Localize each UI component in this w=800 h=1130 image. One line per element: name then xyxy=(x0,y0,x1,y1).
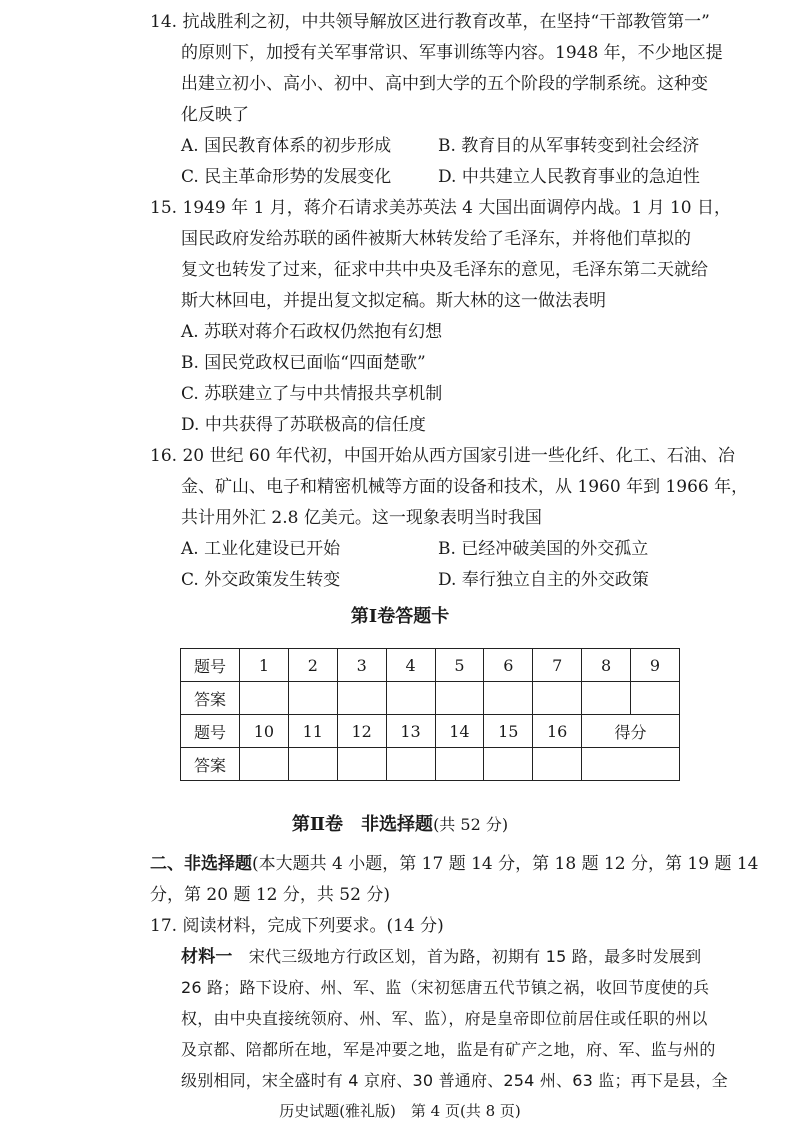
table-row xyxy=(181,682,680,715)
q15-line-4: 斯大林回电，并提出复文拟定稿。斯大林的这一做法表明 xyxy=(181,291,606,311)
q14-line-3: 出建立初小、高小、初中、高中到大学的五个阶段的学制系统。这种变 xyxy=(181,74,708,94)
page-footer: 历史试题(雅礼版) 第 4 页(共 8 页) xyxy=(279,1102,521,1120)
question-number: 11 xyxy=(288,715,337,748)
q16-line-2: 金、矿山、电子和精密机械等方面的设备和技术，从 1960 年到 1966 年， xyxy=(181,477,749,497)
q14-line-1: 14. 抗战胜利之初，中共领导解放区进行教育改革，在坚持“干部教管第一” xyxy=(150,12,710,32)
section2-intro-line-2: 分，第 20 题 12 分，共 52 分) xyxy=(150,885,390,905)
q16-option-a: A. 工业化建设已开始 xyxy=(181,539,341,559)
question-number: 6 xyxy=(484,649,533,682)
question-number: 5 xyxy=(435,649,484,682)
q14-line-4: 化反映了 xyxy=(181,105,249,125)
q16-option-d: D. 奉行独立自主的外交政策 xyxy=(438,570,649,590)
table-row xyxy=(181,649,680,682)
q14-line-2: 的原则下，加授有关军事常识、军事训练等内容。1948 年，不少地区提 xyxy=(181,43,723,63)
q15-option-d: D. 中共获得了苏联极高的信任度 xyxy=(181,415,426,435)
answer-cell[interactable] xyxy=(240,748,289,781)
question-number: 10 xyxy=(240,715,289,748)
question-number: 16 xyxy=(533,715,582,748)
section2-title-text: 第Ⅱ卷 非选择题 xyxy=(291,814,434,835)
q17-material-line-3: 权，由中央直接统领府、州、军、监），府是皇帝即位前居住或任职的州以 xyxy=(181,1009,708,1028)
answer-cell[interactable] xyxy=(386,748,435,781)
row-header: 答案 xyxy=(181,748,240,781)
score-cell[interactable] xyxy=(582,748,680,781)
q17-material-line-4: 及京都、陪都所在地，军是冲要之地，监是有矿产之地，府、军、监与州的 xyxy=(181,1040,716,1059)
table-row xyxy=(181,748,680,781)
question-number: 15 xyxy=(484,715,533,748)
q16-option-b: B. 已经冲破美国的外交孤立 xyxy=(438,539,649,559)
q16-option-c: C. 外交政策发生转变 xyxy=(181,570,341,590)
question-number: 9 xyxy=(631,649,680,682)
question-number: 12 xyxy=(337,715,386,748)
row-header: 题号 xyxy=(181,715,240,748)
question-number: 4 xyxy=(386,649,435,682)
question-number: 7 xyxy=(533,649,582,682)
answer-cell[interactable] xyxy=(582,682,631,715)
q15-option-a: A. 苏联对蒋介石政权仍然抱有幻想 xyxy=(181,322,443,342)
q15-line-3: 复文也转发了过来，征求中共中央及毛泽东的意见，毛泽东第二天就给 xyxy=(181,260,708,280)
q16-line-1: 16. 20 世纪 60 年代初，中国开始从西方国家引进一些化纤、化工、石油、冶 xyxy=(150,446,735,466)
question-number: 1 xyxy=(240,649,289,682)
question-number: 8 xyxy=(582,649,631,682)
question-number: 14 xyxy=(435,715,484,748)
answer-cell[interactable] xyxy=(533,748,582,781)
q15-option-c: C. 苏联建立了与中共情报共享机制 xyxy=(181,384,443,404)
answer-cell[interactable] xyxy=(484,682,533,715)
answer-cell[interactable] xyxy=(288,682,337,715)
answer-cell[interactable] xyxy=(533,682,582,715)
answer-cell[interactable] xyxy=(240,682,289,715)
section2-intro-text: (本大题共 4 小题，第 17 题 14 分，第 18 题 12 分，第 19 题 14 xyxy=(252,854,759,874)
q17-stem: 17. 阅读材料，完成下列要求。(14 分) xyxy=(150,916,444,936)
answer-cell[interactable] xyxy=(337,748,386,781)
answer-cell[interactable] xyxy=(435,682,484,715)
answer-card-title: 第Ⅰ卷答题卡 xyxy=(350,606,450,627)
answer-cell[interactable] xyxy=(484,748,533,781)
question-number: 3 xyxy=(337,649,386,682)
question-number: 2 xyxy=(288,649,337,682)
q17-material-line-2: 26 路；路下设府、州、军、监（宋初惩唐五代节镇之祸，收回节度使的兵 xyxy=(181,978,710,997)
q17-material-line-1 xyxy=(181,945,701,969)
answer-cell[interactable] xyxy=(386,682,435,715)
q16-line-3: 共计用外汇 2.8 亿美元。这一现象表明当时我国 xyxy=(181,508,542,528)
answer-cell[interactable] xyxy=(631,682,680,715)
row-header: 题号 xyxy=(181,649,240,682)
q14-option-b: B. 教育目的从军事转变到社会经济 xyxy=(438,136,700,156)
score-label: 得分 xyxy=(582,715,680,748)
q15-option-b: B. 国民党政权已面临“四面楚歌” xyxy=(181,353,426,373)
q17-material-label: 材料一 xyxy=(181,947,233,967)
answer-card-table xyxy=(180,648,680,781)
q14-option-c: C. 民主革命形势的发展变化 xyxy=(181,167,392,187)
q14-option-d: D. 中共建立人民教育事业的急迫性 xyxy=(438,167,700,187)
q15-line-1: 15. 1949 年 1 月，蒋介石请求美苏英法 4 大国出面调停内战。1 月 10 日， xyxy=(150,198,732,218)
q17-material-line-5: 级别相同，宋全盛时有 4 京府、30 普通府、254 州、63 监；再下是县，全 xyxy=(181,1071,728,1090)
row-header: 答案 xyxy=(181,682,240,715)
section2-title-note: (共 52 分) xyxy=(433,815,509,834)
q17-material-text: 宋代三级地方行政区划，首为路，初期有 15 路，最多时发展到 xyxy=(232,947,702,966)
answer-cell[interactable] xyxy=(288,748,337,781)
section2-intro-bold: 二、非选择题 xyxy=(150,854,252,874)
q15-line-2: 国民政府发给苏联的函件被斯大林转发给了毛泽东，并将他们草拟的 xyxy=(181,229,691,249)
table-row xyxy=(181,715,680,748)
section2-intro-line-1 xyxy=(150,852,759,876)
q14-option-a: A. 国民教育体系的初步形成 xyxy=(181,136,392,156)
question-number: 13 xyxy=(386,715,435,748)
section2-title xyxy=(0,812,800,838)
answer-cell[interactable] xyxy=(337,682,386,715)
answer-cell[interactable] xyxy=(435,748,484,781)
